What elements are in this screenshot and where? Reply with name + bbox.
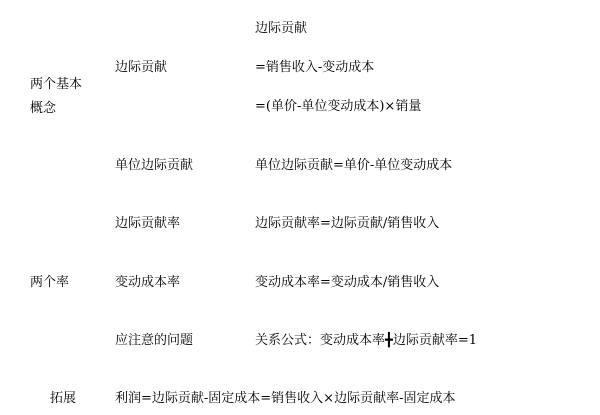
section-label-basic-concepts-line2: 概念: [30, 101, 57, 116]
profit-formula: 利润=边际贡献-固定成本=销售收入×边际贡献率-固定成本: [115, 391, 456, 406]
contribution-margin-ratio-formula: 边际贡献率=边际贡献/销售收入: [255, 216, 440, 231]
section-label-extension: 拓展: [50, 391, 77, 406]
contribution-margin-formula-line1: =销售收入-变动成本: [255, 60, 375, 75]
notes-term: 应注意的问题: [115, 333, 194, 348]
contribution-margin-ratio-term: 边际贡献率: [115, 216, 181, 231]
ratio-relationship-formula: 关系公式：变动成本率╋边际贡献率=1: [255, 333, 477, 348]
variable-cost-ratio-formula: 变动成本率=变动成本/销售收入: [255, 275, 440, 290]
unit-contribution-margin-term: 单位边际贡献: [115, 158, 194, 173]
contribution-margin-term: 边际贡献: [115, 60, 168, 75]
variable-cost-ratio-term: 变动成本率: [115, 275, 181, 290]
contribution-margin-formula-title: 边际贡献: [255, 21, 308, 36]
section-label-two-ratios: 两个率: [30, 275, 70, 290]
contribution-margin-formula-line2: =(单价-单位变动成本)×销量: [255, 99, 422, 114]
unit-contribution-margin-formula: 单位边际贡献=单价-单位变动成本: [255, 158, 453, 173]
section-label-basic-concepts-line1: 两个基本: [30, 77, 83, 92]
